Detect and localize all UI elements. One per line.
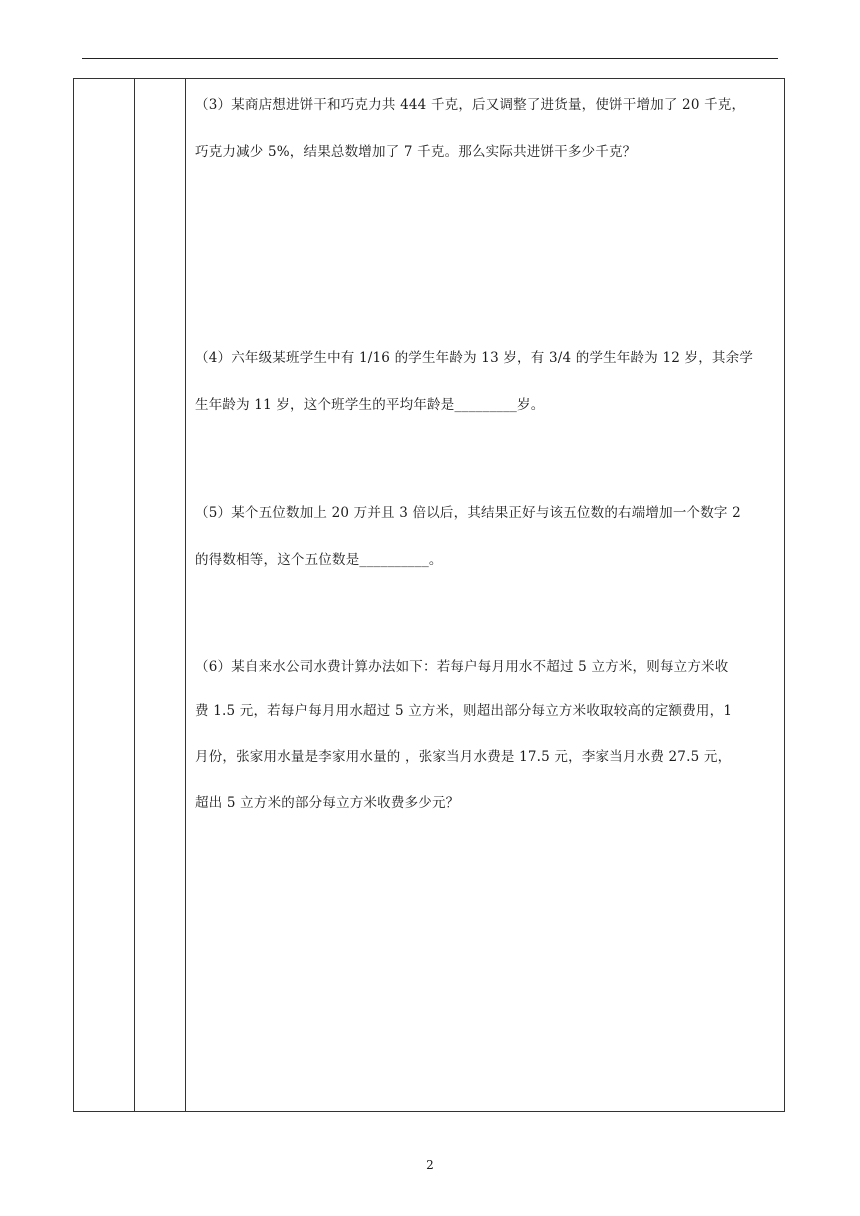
page-number: 2 <box>426 1158 434 1172</box>
problem-line: （3）某商店想进饼干和巧克力共 444 千克，后又调整了进货量，使饼干增加了 20 千克， <box>195 97 746 113</box>
problem-line: 超出 5 立方米的部分每立方米收费多少元？ <box>195 795 460 811</box>
header-rule <box>82 58 778 59</box>
problem-5 <box>195 490 775 584</box>
problem-line: 的得数相等，这个五位数是__________。 <box>195 552 443 568</box>
problem-line: （4）六年级某班学生中有 1/16 的学生年龄为 13 岁，有 3/4 的学生年龄为 12 岁，其余学 <box>195 350 754 366</box>
problem-4 <box>195 335 775 429</box>
problem-line: 月份，张家用水量是李家用水量的 ，张家当月水费是 17.5 元，李家当月水费 27.5 元， <box>195 749 732 765</box>
problem-3 <box>195 82 775 176</box>
problem-6 <box>195 653 775 818</box>
problem-line: （6）某自来水公司水费计算办法如下：若每户每月用水不超过 5 立方米，则每立方米收 <box>195 659 729 675</box>
problem-line: （5）某个五位数加上 20 万并且 3 倍以后，其结果正好与该五位数的右端增加一个数字 2 <box>195 505 741 521</box>
problem-line: 费 1.5 元，若每户每月用水超过 5 立方米，则超出部分每立方米收取较高的定额费用，1 <box>195 703 733 719</box>
column-divider-1 <box>134 79 135 1111</box>
column-divider-2 <box>185 79 186 1111</box>
problem-line: 生年龄为 11 岁，这个班学生的平均年龄是_________岁。 <box>195 397 545 413</box>
worksheet-table <box>73 78 785 1112</box>
problem-line: 巧克力减少 5%，结果总数增加了 7 千克。那么实际共进饼干多少千克？ <box>195 144 637 160</box>
